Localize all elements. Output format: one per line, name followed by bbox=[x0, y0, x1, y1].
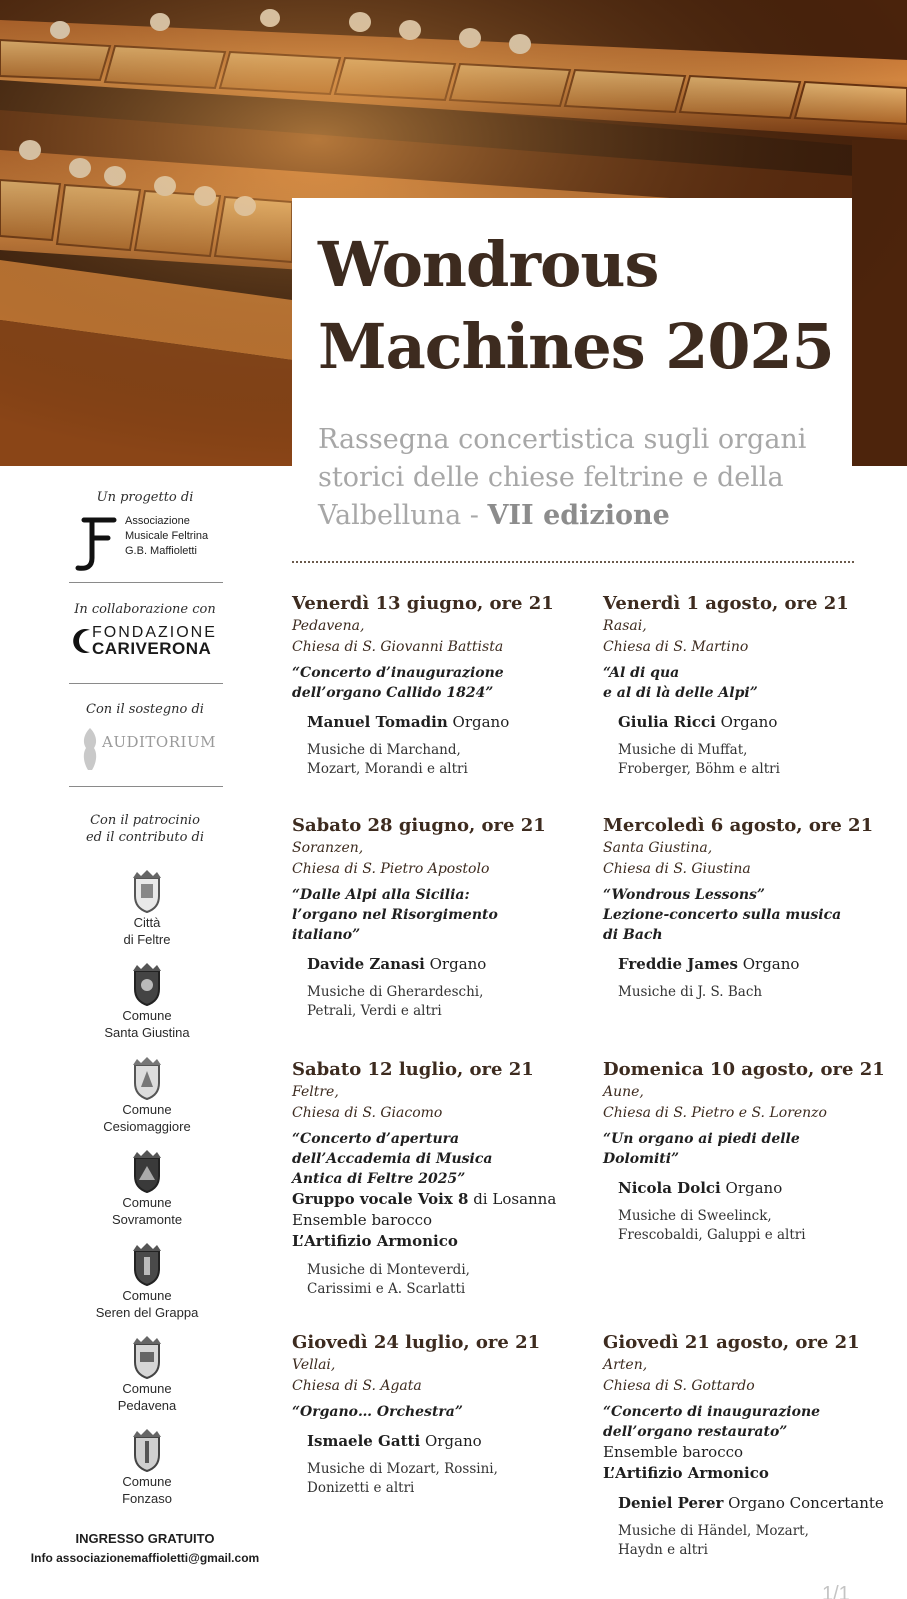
auditorium-name: AUDITORIUM bbox=[102, 733, 216, 751]
event-place: Aune, Chiesa di S. Pietro e S. Lorenzo bbox=[603, 1084, 827, 1121]
event-performer bbox=[603, 1178, 903, 1198]
event-title: “Wondrous Lessons” Lezione-concerto sulla musica di Bach bbox=[603, 887, 842, 943]
event-card bbox=[603, 1331, 903, 1560]
coat-of-arms-icon bbox=[127, 1336, 167, 1380]
auditorium-logo bbox=[78, 724, 228, 778]
municipality-name: Città di Feltre bbox=[123, 915, 171, 947]
event-program: Musiche di Händel, Mozart, Haydn e altri bbox=[618, 1523, 809, 1558]
event-ensemble-type: Ensemble barocco bbox=[292, 1211, 433, 1229]
coat-of-arms-icon bbox=[127, 870, 167, 914]
contact-info: Info associazionemaffioletti@gmail.com bbox=[30, 1551, 260, 1565]
event-title: “Concerto d’apertura dell’Accademia di Musica Antica di Feltre 2025” bbox=[292, 1131, 493, 1187]
event-program: Musiche di Monteverdi, Carissimi e A. Scarlatti bbox=[307, 1262, 470, 1297]
collab-caption: In collaborazione con bbox=[74, 602, 216, 617]
coat-of-arms-icon bbox=[127, 963, 167, 1007]
event-card bbox=[292, 1331, 592, 1498]
performer-instrument: Organo bbox=[742, 955, 800, 973]
crest-pedavena bbox=[57, 1336, 237, 1414]
event-performer bbox=[292, 1431, 592, 1451]
coat-of-arms-icon bbox=[127, 1150, 167, 1194]
event-title: “Concerto di inaugurazione dell’organo restaurato” bbox=[603, 1404, 821, 1440]
event-ensemble bbox=[603, 1463, 903, 1484]
association-logo bbox=[70, 514, 230, 574]
coat-of-arms-icon bbox=[127, 1243, 167, 1287]
performer-name: Freddie James bbox=[618, 955, 738, 973]
municipality-name: Comune Seren del Grappa bbox=[95, 1288, 199, 1320]
event-ensemble-type: Ensemble barocco bbox=[603, 1443, 744, 1461]
page-title: Wondrous Machines 2025 bbox=[318, 228, 834, 383]
event-place: Soranzen, Chiesa di S. Pietro Apostolo bbox=[292, 840, 490, 877]
event-ensemble bbox=[292, 1231, 592, 1252]
performer-name: Manuel Tomadin bbox=[307, 713, 448, 731]
event-program: Musiche di Sweelinck, Frescobaldi, Galuppi e altri bbox=[618, 1208, 806, 1243]
event-program: Musiche di Marchand, Mozart, Morandi e altri bbox=[307, 742, 468, 777]
page-subtitle bbox=[318, 421, 858, 535]
association-name: Associazione Musicale Feltrina G.B. Maffioletti bbox=[125, 515, 209, 557]
event-date: Giovedì 24 luglio, ore 21 bbox=[292, 1332, 541, 1353]
event-ensemble bbox=[292, 1189, 592, 1210]
event-performer bbox=[603, 1493, 903, 1513]
event-date: Venerdì 1 agosto, ore 21 bbox=[603, 593, 849, 614]
dotted-divider bbox=[292, 561, 854, 563]
patronage-caption: Con il patrocinio ed il contributo di bbox=[85, 813, 205, 845]
event-card bbox=[603, 1058, 903, 1245]
event-card bbox=[292, 592, 592, 779]
project-caption: Un progetto di bbox=[96, 490, 194, 505]
event-title: “Un organo ai piedi delle Dolomiti” bbox=[603, 1131, 800, 1167]
subtitle-edition: VII edizione bbox=[487, 500, 670, 531]
performer-instrument: Organo Concertante bbox=[728, 1494, 884, 1512]
performer-instrument: Organo bbox=[429, 955, 487, 973]
event-card bbox=[603, 592, 903, 779]
sidebar-divider bbox=[69, 786, 223, 787]
performer-instrument: Organo bbox=[725, 1179, 783, 1197]
event-place: Vellai, Chiesa di S. Agata bbox=[292, 1357, 422, 1394]
crest-sovramonte bbox=[57, 1150, 237, 1228]
event-title: “Al di qua e al di là delle Alpi” bbox=[603, 665, 758, 701]
municipality-name: Comune Fonzaso bbox=[122, 1474, 172, 1506]
municipality-name: Comune Santa Giustina bbox=[104, 1008, 190, 1040]
event-date: Sabato 28 giugno, ore 21 bbox=[292, 815, 546, 836]
performer-instrument: Organo bbox=[452, 713, 510, 731]
performer-name: Ismaele Gatti bbox=[307, 1432, 421, 1450]
event-program: Musiche di Muffat, Froberger, Böhm e altri bbox=[618, 742, 780, 777]
municipality-name: Comune Cesiomaggiore bbox=[103, 1102, 191, 1134]
performer-name: Davide Zanasi bbox=[307, 955, 425, 973]
event-place: Feltre, Chiesa di S. Giacomo bbox=[292, 1084, 443, 1121]
event-program: Musiche di Mozart, Rossini, Donizetti e altri bbox=[307, 1461, 498, 1496]
ensemble-name: L’Artifizio Armonico bbox=[292, 1232, 458, 1250]
event-performer bbox=[603, 712, 903, 732]
event-performer bbox=[603, 954, 903, 974]
association-f-logo-icon bbox=[70, 514, 122, 574]
event-date: Sabato 12 luglio, ore 21 bbox=[292, 1059, 534, 1080]
municipality-name: Comune Pedavena bbox=[117, 1381, 177, 1413]
subtitle-main: Rassegna concertistica sugli organi storici delle chiese feltrine e della Valbelluna - bbox=[318, 424, 807, 531]
event-date: Venerdì 13 giugno, ore 21 bbox=[292, 593, 554, 614]
event-performer bbox=[292, 712, 592, 732]
event-program: Musiche di J. S. Bach bbox=[618, 984, 763, 1000]
event-date: Domenica 10 agosto, ore 21 bbox=[603, 1059, 885, 1080]
event-title: “Concerto d’inaugurazione dell’organo Callido 1824” bbox=[292, 665, 504, 701]
performer-instrument: Organo bbox=[720, 713, 778, 731]
angel-figure-icon bbox=[78, 724, 102, 774]
event-card bbox=[292, 1058, 592, 1299]
crest-feltre bbox=[57, 870, 237, 948]
coat-of-arms-icon bbox=[127, 1057, 167, 1101]
ensemble-name: Gruppo vocale Voix 8 bbox=[292, 1190, 469, 1208]
coat-of-arms-icon bbox=[127, 1429, 167, 1473]
event-title: “Dalle Alpi alla Sicilia: l’organo nel Risorgimento italiano” bbox=[292, 887, 498, 943]
crest-seren-del-grappa bbox=[57, 1243, 237, 1321]
crest-santa-giustina bbox=[57, 963, 237, 1041]
event-place: Pedavena, Chiesa di S. Giovanni Battista bbox=[292, 618, 504, 655]
event-title: “Organo… Orchestra” bbox=[292, 1404, 463, 1420]
support-caption: Con il sostegno di bbox=[86, 702, 204, 717]
event-date: Giovedì 21 agosto, ore 21 bbox=[603, 1332, 860, 1353]
sidebar-divider bbox=[69, 683, 223, 684]
performer-name: Giulia Ricci bbox=[618, 713, 716, 731]
performer-name: Nicola Dolci bbox=[618, 1179, 721, 1197]
performer-name: Deniel Perer bbox=[618, 1494, 724, 1512]
performer-instrument: Organo bbox=[424, 1432, 482, 1450]
crest-cesiomaggiore bbox=[57, 1057, 237, 1135]
event-performer bbox=[292, 954, 592, 974]
sidebar-divider bbox=[69, 582, 223, 583]
event-card bbox=[603, 814, 903, 1002]
event-place: Santa Giustina, Chiesa di S. Giustina bbox=[603, 840, 751, 877]
municipality-name: Comune Sovramonte bbox=[111, 1195, 183, 1227]
event-date: Mercoledì 6 agosto, ore 21 bbox=[603, 815, 874, 836]
ensemble-name: L’Artifizio Armonico bbox=[603, 1464, 769, 1482]
ensemble-origin: di Losanna bbox=[468, 1190, 557, 1208]
event-place: Rasai, Chiesa di S. Martino bbox=[603, 618, 749, 655]
fondazione-cariverona-logo bbox=[68, 624, 228, 658]
foundation-line2: CARIVERONA bbox=[92, 639, 212, 658]
event-program: Musiche di Gherardeschi, Petrali, Verdi e altri bbox=[307, 984, 484, 1019]
foundation-line1: FONDAZIONE bbox=[92, 624, 217, 641]
free-entry-label: INGRESSO GRATUITO bbox=[75, 1531, 215, 1546]
event-place: Arten, Chiesa di S. Gottardo bbox=[603, 1357, 755, 1394]
event-card bbox=[292, 814, 592, 1021]
crest-fonzaso bbox=[57, 1429, 237, 1507]
page-indicator: 1/1 bbox=[822, 1583, 850, 1599]
